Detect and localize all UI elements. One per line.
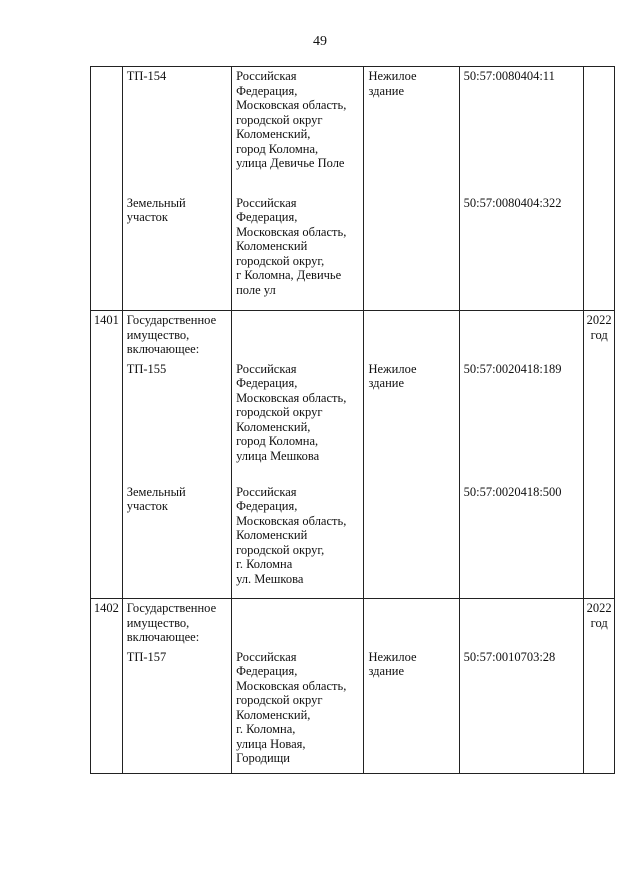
row-number [91, 483, 123, 599]
cadastral-number [459, 599, 584, 648]
object-name: Земельный участок [122, 483, 231, 599]
cadastral-number: 50:57:0080404:11 [459, 67, 584, 194]
object-address: Российская Федерация, Московская область, городской округ Коломенский, город Коломна, улица Мешкова [232, 360, 364, 483]
table-row [91, 360, 615, 483]
object-type: Нежилое здание [364, 67, 459, 194]
year: 2022 год [584, 599, 615, 648]
table-row [91, 194, 615, 311]
row-number: 1401 [91, 311, 123, 360]
table-row [91, 648, 615, 774]
year [584, 483, 615, 599]
object-address [232, 599, 364, 648]
page-number: 49 [313, 34, 327, 49]
year [584, 194, 615, 311]
object-address: Российская Федерация, Московская область, Коломенский городской округ, г Коломна, Девичье поле ул [232, 194, 364, 311]
table-row [91, 311, 615, 360]
object-type [364, 483, 459, 599]
object-address: Российская Федерация, Московская область, городской округ Коломенский, город Коломна, улица Девичье Поле [232, 67, 364, 194]
cadastral-number: 50:57:0020418:500 [459, 483, 584, 599]
cadastral-number [459, 311, 584, 360]
row-number [91, 648, 123, 774]
year [584, 648, 615, 774]
object-address: Российская Федерация, Московская область, Коломенский городской округ, г. Коломна ул. Мешкова [232, 483, 364, 599]
year [584, 67, 615, 194]
row-number: 1402 [91, 599, 123, 648]
cadastral-number: 50:57:0020418:189 [459, 360, 584, 483]
property-table [90, 66, 615, 774]
cadastral-number: 50:57:0010703:28 [459, 648, 584, 774]
object-name: ТП-157 [122, 648, 231, 774]
object-type [364, 599, 459, 648]
row-number [91, 194, 123, 311]
object-type: Нежилое здание [364, 648, 459, 774]
year [584, 360, 615, 483]
object-type [364, 311, 459, 360]
year: 2022 год [584, 311, 615, 360]
object-name: ТП-154 [122, 67, 231, 194]
table-row [91, 483, 615, 599]
object-address: Российская Федерация, Московская область, городской округ Коломенский, г. Коломна, улица Новая, Городищи [232, 648, 364, 774]
cadastral-number: 50:57:0080404:322 [459, 194, 584, 311]
table-row [91, 67, 615, 194]
object-type: Нежилое здание [364, 360, 459, 483]
object-name: Государственное имущество, включающее: [122, 599, 231, 648]
object-name: Земельный участок [122, 194, 231, 311]
object-name: ТП-155 [122, 360, 231, 483]
table-row [91, 599, 615, 648]
object-name: Государственное имущество, включающее: [122, 311, 231, 360]
row-number [91, 67, 123, 194]
row-number [91, 360, 123, 483]
object-address [232, 311, 364, 360]
object-type [364, 194, 459, 311]
